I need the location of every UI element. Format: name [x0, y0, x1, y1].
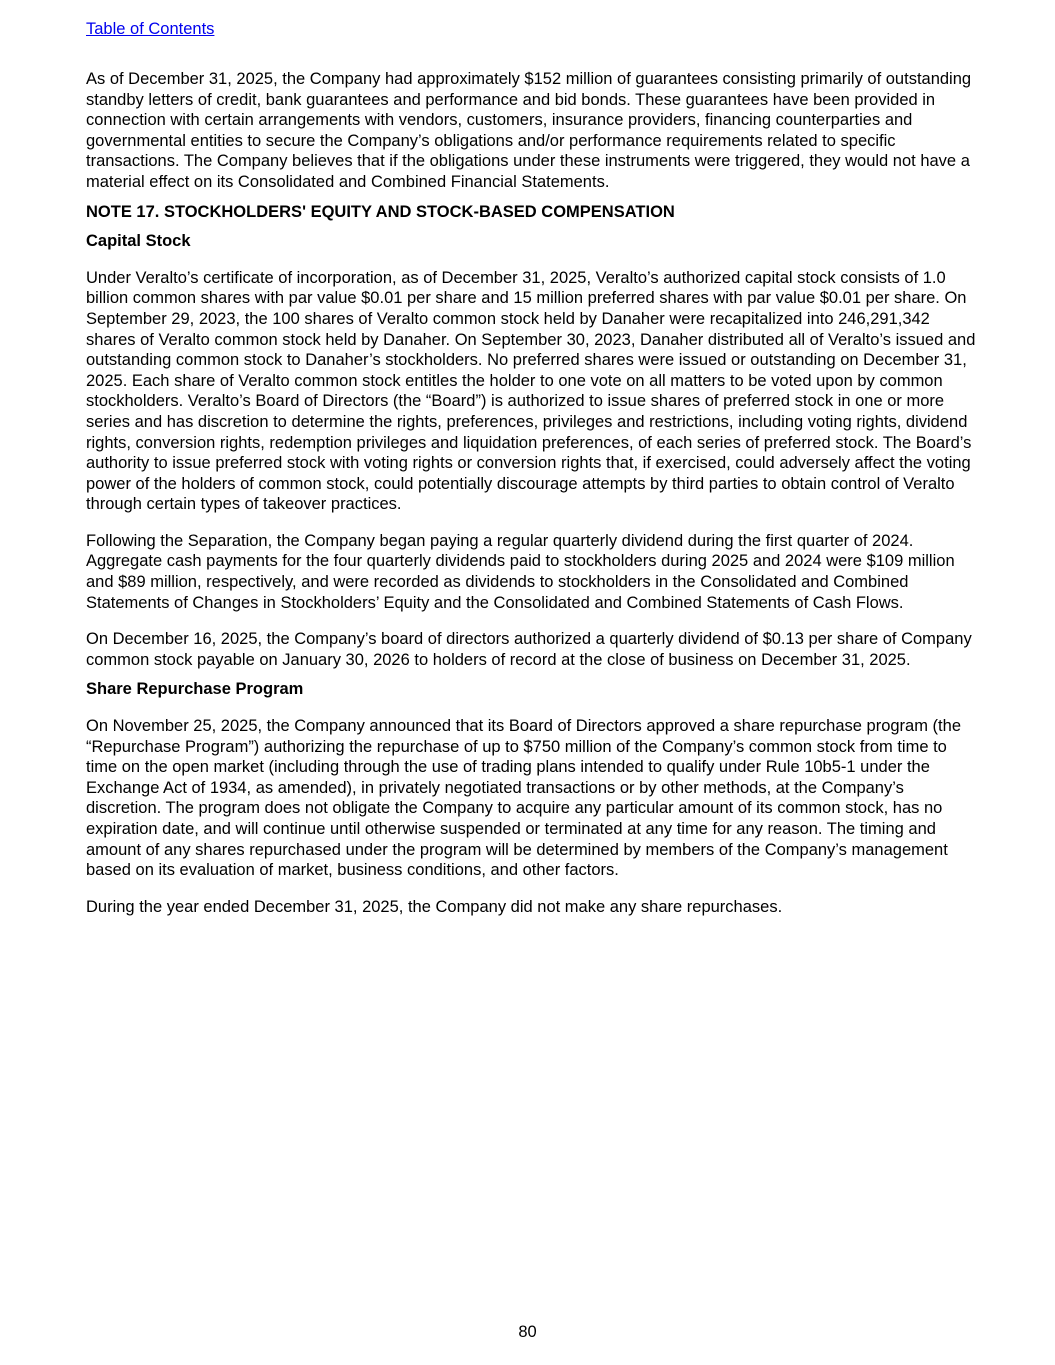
capital-stock-heading: Capital Stock [86, 232, 191, 251]
table-of-contents-link[interactable]: Table of Contents [86, 20, 215, 38]
guarantees-paragraph: As of December 31, 2025, the Company had approximately $152 million of guarantees consisting primarily of outstanding standby letters of credit, bank guarantees and performance and bid bonds. These guarantees have been provided in connection with certain arrangements with vendors, customers, insurance providers, financing counterparties and governmental entities to secure the Company’s obligations and/or performance requirements related to specific transactions. The Company believes that if the obligations under these instruments were triggered, they would not have a material effect on its Consolidated and Combined Financial Statements. [86, 70, 972, 191]
capital-stock-paragraph-1: Under Veralto’s certificate of incorporation, as of December 31, 2025, Veralto’s authorized capital stock consists of 1.0 billion common shares with par value $0.01 per share and 15 million preferred shares with par value $0.01 per share. On September 29, 2023, the 100 shares of Veralto common stock held by Danaher were recapitalized into 246,291,342 shares of Veralto common stock held by Danaher. On September 30, 2023, Danaher distributed all of Veralto’s issued and outstanding common stock to Danaher’s stockholders. No preferred shares were issued or outstanding on December 31, 2025. Each share of Veralto common stock entitles the holder to one vote on all matters to be voted upon by common stockholders. Veralto’s Board of Directors (the “Board”) is authorized to issue shares of preferred stock in one or more series and has discretion to determine the rights, preferences, privileges and restrictions, including voting rights, dividend rights, conversion rights, redemption privileges and liquidation preferences, of each series of preferred stock. The Board’s authority to issue preferred stock with voting rights or conversion rights that, if exercised, could adversely affect the voting power of the holders of common stock, could potentially discourage attempts by third parties to obtain control of Veralto through certain types of takeover practices. [86, 268, 976, 514]
share-repurchase-paragraph-1: On November 25, 2025, the Company announced that its Board of Directors approved a share repurchase program (the “Repurchase Program”) authorizing the repurchase of up to $750 million of the Company’s common stock from time to time on the open market (including through the use of trading plans intended to qualify under Rule 10b5-1 under the Exchange Act of 1934, as amended), in privately negotiated transactions or by other methods, at the Company’s discretion. The program does not obligate the Company to acquire any particular amount of its common stock, has no expiration date, and will continue until otherwise suspended or terminated at any time for any reason. The timing and amount of any shares repurchased under the program will be determined by members of the Company’s management based on its evaluation of market, business conditions, and other factors. [86, 717, 961, 880]
share-repurchase-paragraph-2: During the year ended December 31, 2025, the Company did not make any share repurchases. [86, 897, 783, 916]
page-number: 80 [518, 1323, 537, 1341]
note-17-title: NOTE 17. STOCKHOLDERS' EQUITY AND STOCK-BASED COMPENSATION [86, 202, 675, 221]
share-repurchase-heading: Share Repurchase Program [86, 680, 304, 699]
document-page [86, 19, 976, 917]
capital-stock-paragraph-2: Following the Separation, the Company began paying a regular quarterly dividend during the first quarter of 2024. Aggregate cash payments for the four quarterly dividends paid to stockholders during 2025 and 2024 were $109 million and $89 million, respectively, and were recorded as dividends to stockholders in the Consolidated and Combined Statements of Changes in Stockholders’ Equity and the Consolidated and Combined Statements of Cash Flows. [86, 531, 955, 612]
capital-stock-paragraph-3: On December 16, 2025, the Company’s board of directors authorized a quarterly dividend of $0.13 per share of Company common stock payable on January 30, 2026 to holders of record at the close of business on December 31, 2025. [86, 630, 972, 669]
